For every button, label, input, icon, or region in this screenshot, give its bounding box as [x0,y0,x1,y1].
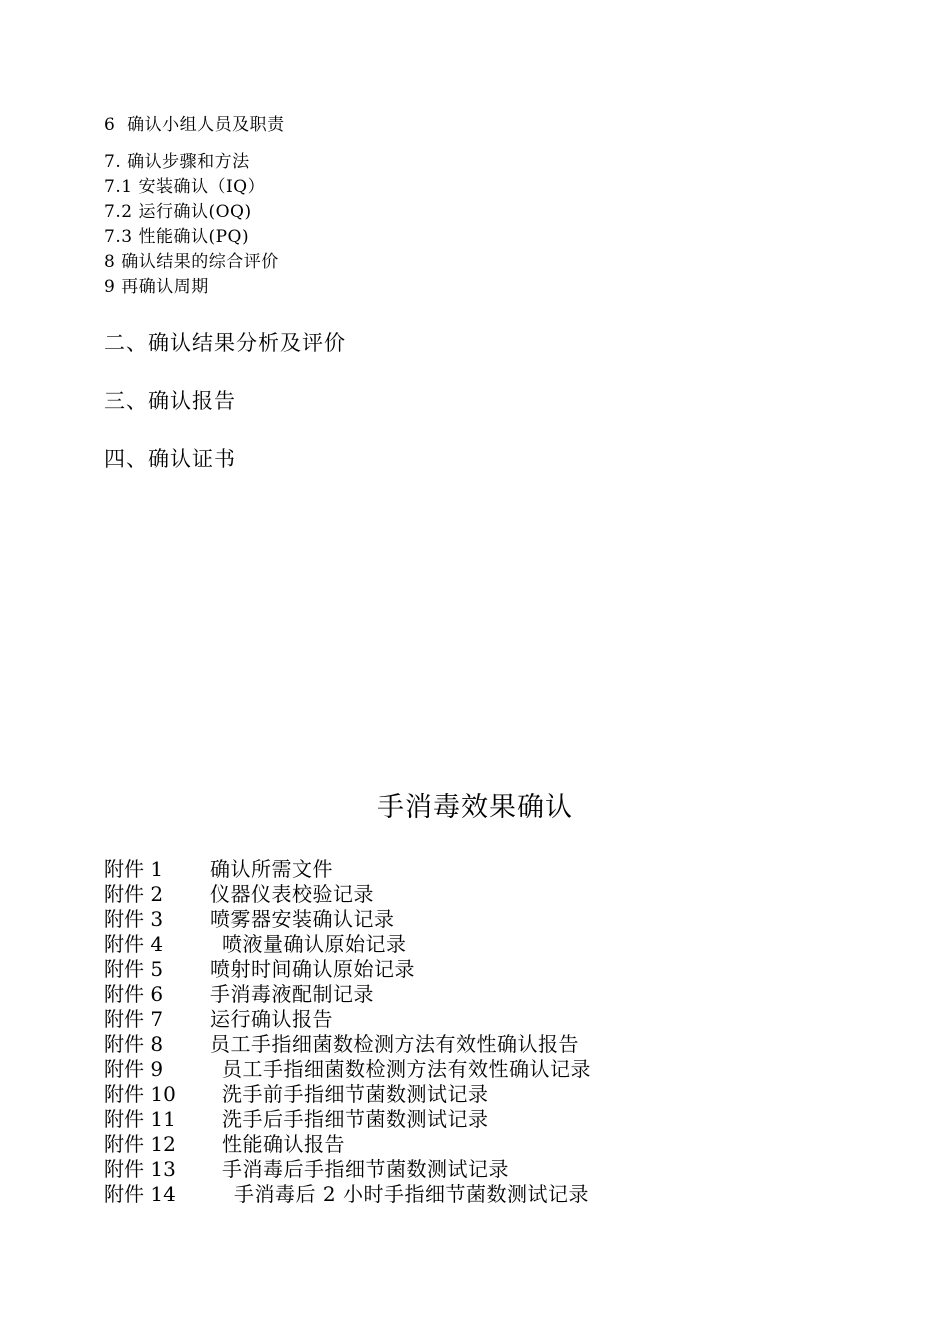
appendix-title: 手消毒后 2 小时手指细节菌数测试记录 [234,1182,589,1206]
appendix-title: 喷射时间确认原始记录 [210,957,415,981]
appendix-title: 员工手指细菌数检测方法有效性确认记录 [222,1057,591,1081]
appendix-number: 附件 11 [104,1107,176,1131]
appendix-number: 附件 14 [104,1182,176,1206]
appendix-title: 手消毒液配制记录 [210,982,374,1006]
appendix-number: 附件 3 [104,907,164,931]
appendix-number: 附件 5 [104,957,164,981]
appendix-title: 运行确认报告 [210,1007,333,1031]
appendix-number: 附件 9 [104,1057,164,1081]
appendix-row [104,1107,489,1132]
appendix-row [104,882,374,907]
appendix-title: 仪器仪表校验记录 [210,882,374,906]
appendix-number: 附件 6 [104,982,164,1006]
toc-line-7-3: 7.3 性能确认(PQ) [104,227,250,247]
section-heading-3: 三、确认报告 [104,389,236,413]
toc-line-9: 9 再确认周期 [104,277,209,297]
appendix-row [104,1157,509,1182]
appendix-title: 确认所需文件 [210,857,333,881]
appendix-row [104,907,395,932]
appendix-row [104,982,374,1007]
appendix-number: 附件 7 [104,1007,164,1031]
appendix-row [104,1057,591,1082]
appendix-title: 喷液量确认原始记录 [222,932,407,956]
toc-line-7-1: 7.1 安装确认（IQ） [104,177,266,197]
appendix-row [104,1182,589,1207]
appendix-row [104,932,407,957]
toc-line-7-2: 7.2 运行确认(OQ) [104,202,252,222]
toc-line-8: 8 确认结果的综合评价 [104,252,279,272]
appendix-row [104,1007,333,1032]
appendix-title: 性能确认报告 [222,1132,345,1156]
appendix-row [104,857,333,882]
section-heading-2: 二、确认结果分析及评价 [104,331,346,355]
document-title: 手消毒效果确认 [377,792,573,823]
appendix-title: 员工手指细菌数检测方法有效性确认报告 [210,1032,579,1056]
appendix-number: 附件 1 [104,857,164,881]
appendix-title: 洗手后手指细节菌数测试记录 [222,1107,489,1131]
appendix-row [104,1132,345,1157]
appendix-number: 附件 13 [104,1157,176,1181]
appendix-number: 附件 10 [104,1082,176,1106]
appendix-number: 附件 2 [104,882,164,906]
appendix-number: 附件 4 [104,932,164,956]
toc-line-6: 6 确认小组人员及职责 [104,115,285,135]
appendix-number: 附件 8 [104,1032,164,1056]
appendix-number: 附件 12 [104,1132,176,1156]
appendix-row [104,1032,579,1057]
appendix-row [104,1082,489,1107]
toc-line-7: 7. 确认步骤和方法 [104,152,250,172]
appendix-title: 手消毒后手指细节菌数测试记录 [222,1157,509,1181]
section-heading-4: 四、确认证书 [104,447,236,471]
appendix-title: 洗手前手指细节菌数测试记录 [222,1082,489,1106]
appendix-row [104,957,415,982]
appendix-title: 喷雾器安装确认记录 [210,907,395,931]
